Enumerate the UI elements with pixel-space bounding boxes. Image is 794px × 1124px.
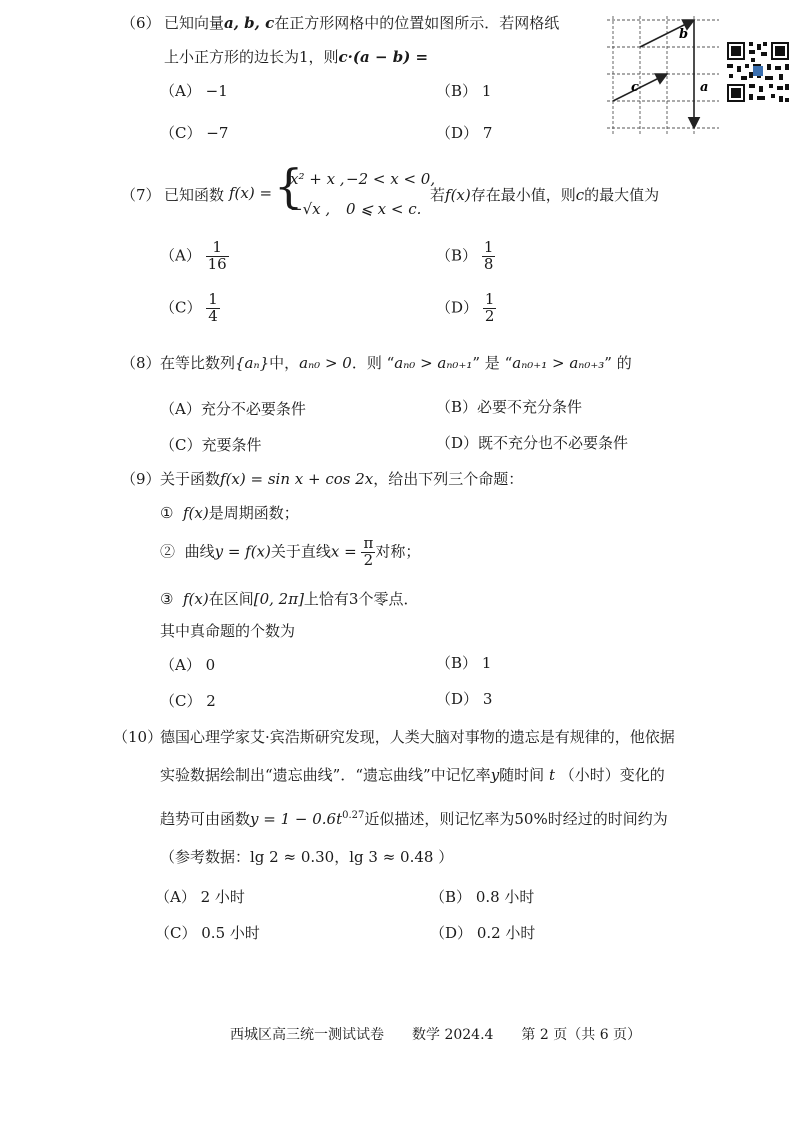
question-line-3: 趋势可由函数$y = 1 - 0.6t^{0.27}$近似描述，则记忆率为50%时经过的时间约为 [160,810,668,828]
question-lead: 已知函数 [164,186,225,204]
option-d: （D） $\frac{1}{2}$ [436,290,495,325]
question-number: （6） [121,14,161,32]
question-tail: 若f(x)存在最小值，则c的最大值为 [430,186,660,204]
question-text-line2: 上小正方形的边长为1，则c·(a − b) = [164,48,429,66]
reference-data: （参考数据：lg 2 ≈ 0.30，lg 3 ≈ 0.48 ） [160,848,454,866]
question-ask: 其中真命题的个数为 [160,622,296,640]
option-c: （C） −7 [160,124,229,142]
option-c: （C） $\frac{1}{4}$ [160,290,218,325]
question-line-1: 德国心理学家艾·宾浩斯研究发现，人类大脑对事物的遗忘是有规律的，他依据 [160,728,675,746]
option-c: （C） 0.5 小时 [155,924,260,942]
statement-2: ② 曲线y = f(x)关于直线x = $\frac{\pi}{2}$ 对称； [160,534,421,569]
case-2-expression: −√x , [290,200,331,218]
option-d: （D）既不充分也不必要条件 [436,434,629,452]
case-1-expression: x² + x , [290,170,345,188]
option-c: （C） 2 [160,692,216,710]
question-number: （7） [121,186,161,204]
statement-3: ③ f(x)在区间[0, 2π]上恰有3个零点． [160,590,419,608]
question-text: 在等比数列{aₙ}中，aₙ₀ > 0．则 “aₙ₀ > aₙ₀₊₁” 是 “aₙ₀₊₁ > aₙ₀₊₃” 的 [160,354,632,372]
label-a: a [700,80,709,95]
question-number: （8） [121,354,161,372]
option-a: （A） −1 [160,82,228,100]
qr-code [725,40,791,104]
function-name: f(x) = [229,184,273,202]
label-b: b [679,27,689,42]
option-c: （C）充要条件 [160,436,262,454]
case-2-condition: 0 ⩽ x < c. [346,200,422,218]
statement-1: ① f(x)是周期函数； [160,504,299,522]
question-text: 关于函数f(x) = sin x + cos 2x，给出下列三个命题： [160,470,524,488]
question-line-2: 实验数据绘制出“遗忘曲线”．“遗忘曲线”中记忆率y随时间 t （小时）变化的 [160,766,665,784]
option-a: （A） $\frac{1}{16}$ [160,238,227,273]
piecewise-brace: { [274,159,304,213]
option-a: （A） 2 小时 [155,888,245,906]
question-text: 已知向量a, b, c在正方形网格中的位置如图所示．若网格纸 [164,14,560,32]
label-c: c [631,80,639,95]
case-1-condition: −2 < x < 0, [346,170,436,188]
dot-product-expression: c·(a − b) = [338,48,429,66]
option-a: （A）充分不必要条件 [160,400,306,418]
option-b: （B） 1 [436,654,492,672]
page-footer: 西城区高三统一测试试卷 数学 2024.4 第 2 页（共 6 页） [230,1027,642,1043]
option-b: （B） 1 [436,82,492,100]
option-a: （A） 0 [160,656,216,674]
question-number: （9） [121,470,161,488]
option-b: （B） $\frac{1}{8}$ [436,238,494,273]
question-number: （10） [113,728,163,746]
vector-grid-figure [607,16,719,138]
vector-names: a, b, c [224,14,275,32]
option-b: （B） 0.8 小时 [430,888,535,906]
option-d: （D） 7 [436,124,493,142]
option-d: （D） 3 [436,690,493,708]
option-b: （B）必要不充分条件 [436,398,583,416]
option-d: （D） 0.2 小时 [430,924,536,942]
